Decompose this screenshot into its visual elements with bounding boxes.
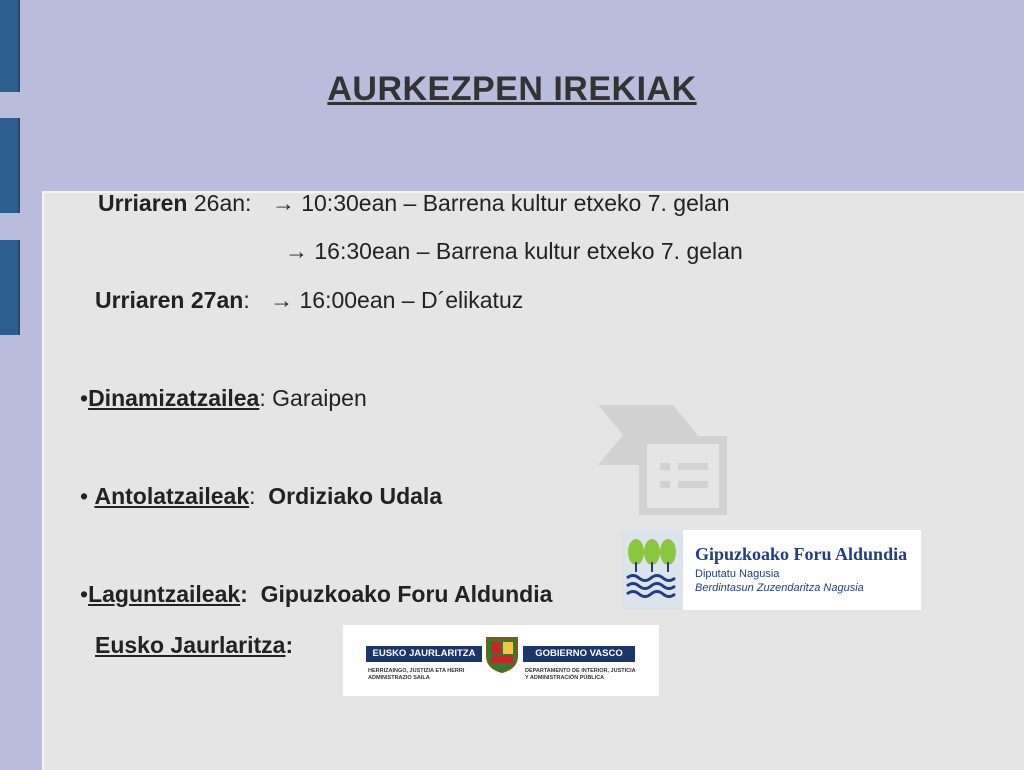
bullet-value: Ordiziako Udala [255,483,443,509]
schedule-day-rest: : [243,287,250,313]
bullet-sep: : [259,385,266,411]
bullet-laguntzaileak [80,581,552,608]
presentation-icon [598,405,728,515]
eusko-jaurlaritza-logo [343,625,659,696]
bullet-dinamizatzailea [80,385,367,412]
page-title: AURKEZPEN IREKIAK [327,70,697,108]
schedule-time: 10:30ean – Barrena kultur etxeko 7. gelan [301,190,730,216]
bullet-label: Antolatzaileak [94,483,250,509]
department-label: HERRIZAINGO, JUSTIZIA ETA HERRI ADMINISTRAZIO SAILA [368,668,465,681]
logo-label: EUSKO JAURLARITZA [366,646,482,662]
coat-of-arms-icon [484,635,520,673]
bullet-marker: • [80,581,89,607]
bullet-sep: : [285,632,294,658]
bullet-label: Eusko Jaurlaritza [95,632,286,658]
logo-name: Gipuzkoako Foru Aldundia [695,544,908,564]
department-label: DEPARTAMENTO DE INTERIOR, JUSTICIA Y ADMINISTRACIÓN PÚBLICA [525,668,636,681]
schedule-day: Urriaren 27an [95,287,244,313]
logo-subtitle: Berdintasun Zuzendaritza Nagusia [695,582,864,594]
logo-subtitle: Diputatu Nagusia [695,568,780,580]
arrow-icon: → [271,190,295,216]
bullet-label: Dinamizatzailea [88,385,260,411]
arrow-icon: → [285,238,308,264]
bullet-sep: : [240,581,248,607]
gipuzkoa-emblem-icon [621,530,683,610]
logo-label: GOBIERNO VASCO [523,646,635,662]
bullet-label: Laguntzaileak [88,581,241,607]
schedule-time: 16:00ean – D´elikatuz [299,287,524,313]
schedule-time: 16:30ean – Barrena kultur etxeko 7. gelan [314,238,743,264]
decorative-bar [0,240,20,335]
schedule-line [285,238,743,265]
decorative-bar [0,118,20,213]
bullet-value: Gipuzkoako Foru Aldundia [247,581,553,607]
schedule-day-rest: 26an: [187,190,252,216]
arrow-icon: → [270,287,294,313]
bullet-marker: • [80,385,89,411]
schedule-line [98,190,730,217]
bullet-marker: • [80,483,95,509]
bullet-value: Garaipen [265,385,367,411]
schedule-line [95,287,523,314]
gipuzkoa-logo [621,530,921,610]
schedule-day: Urriaren [98,190,188,216]
bullet-sep: : [249,483,256,509]
bullet-antolatzaileak [80,483,442,510]
bullet-eusko [95,632,293,659]
